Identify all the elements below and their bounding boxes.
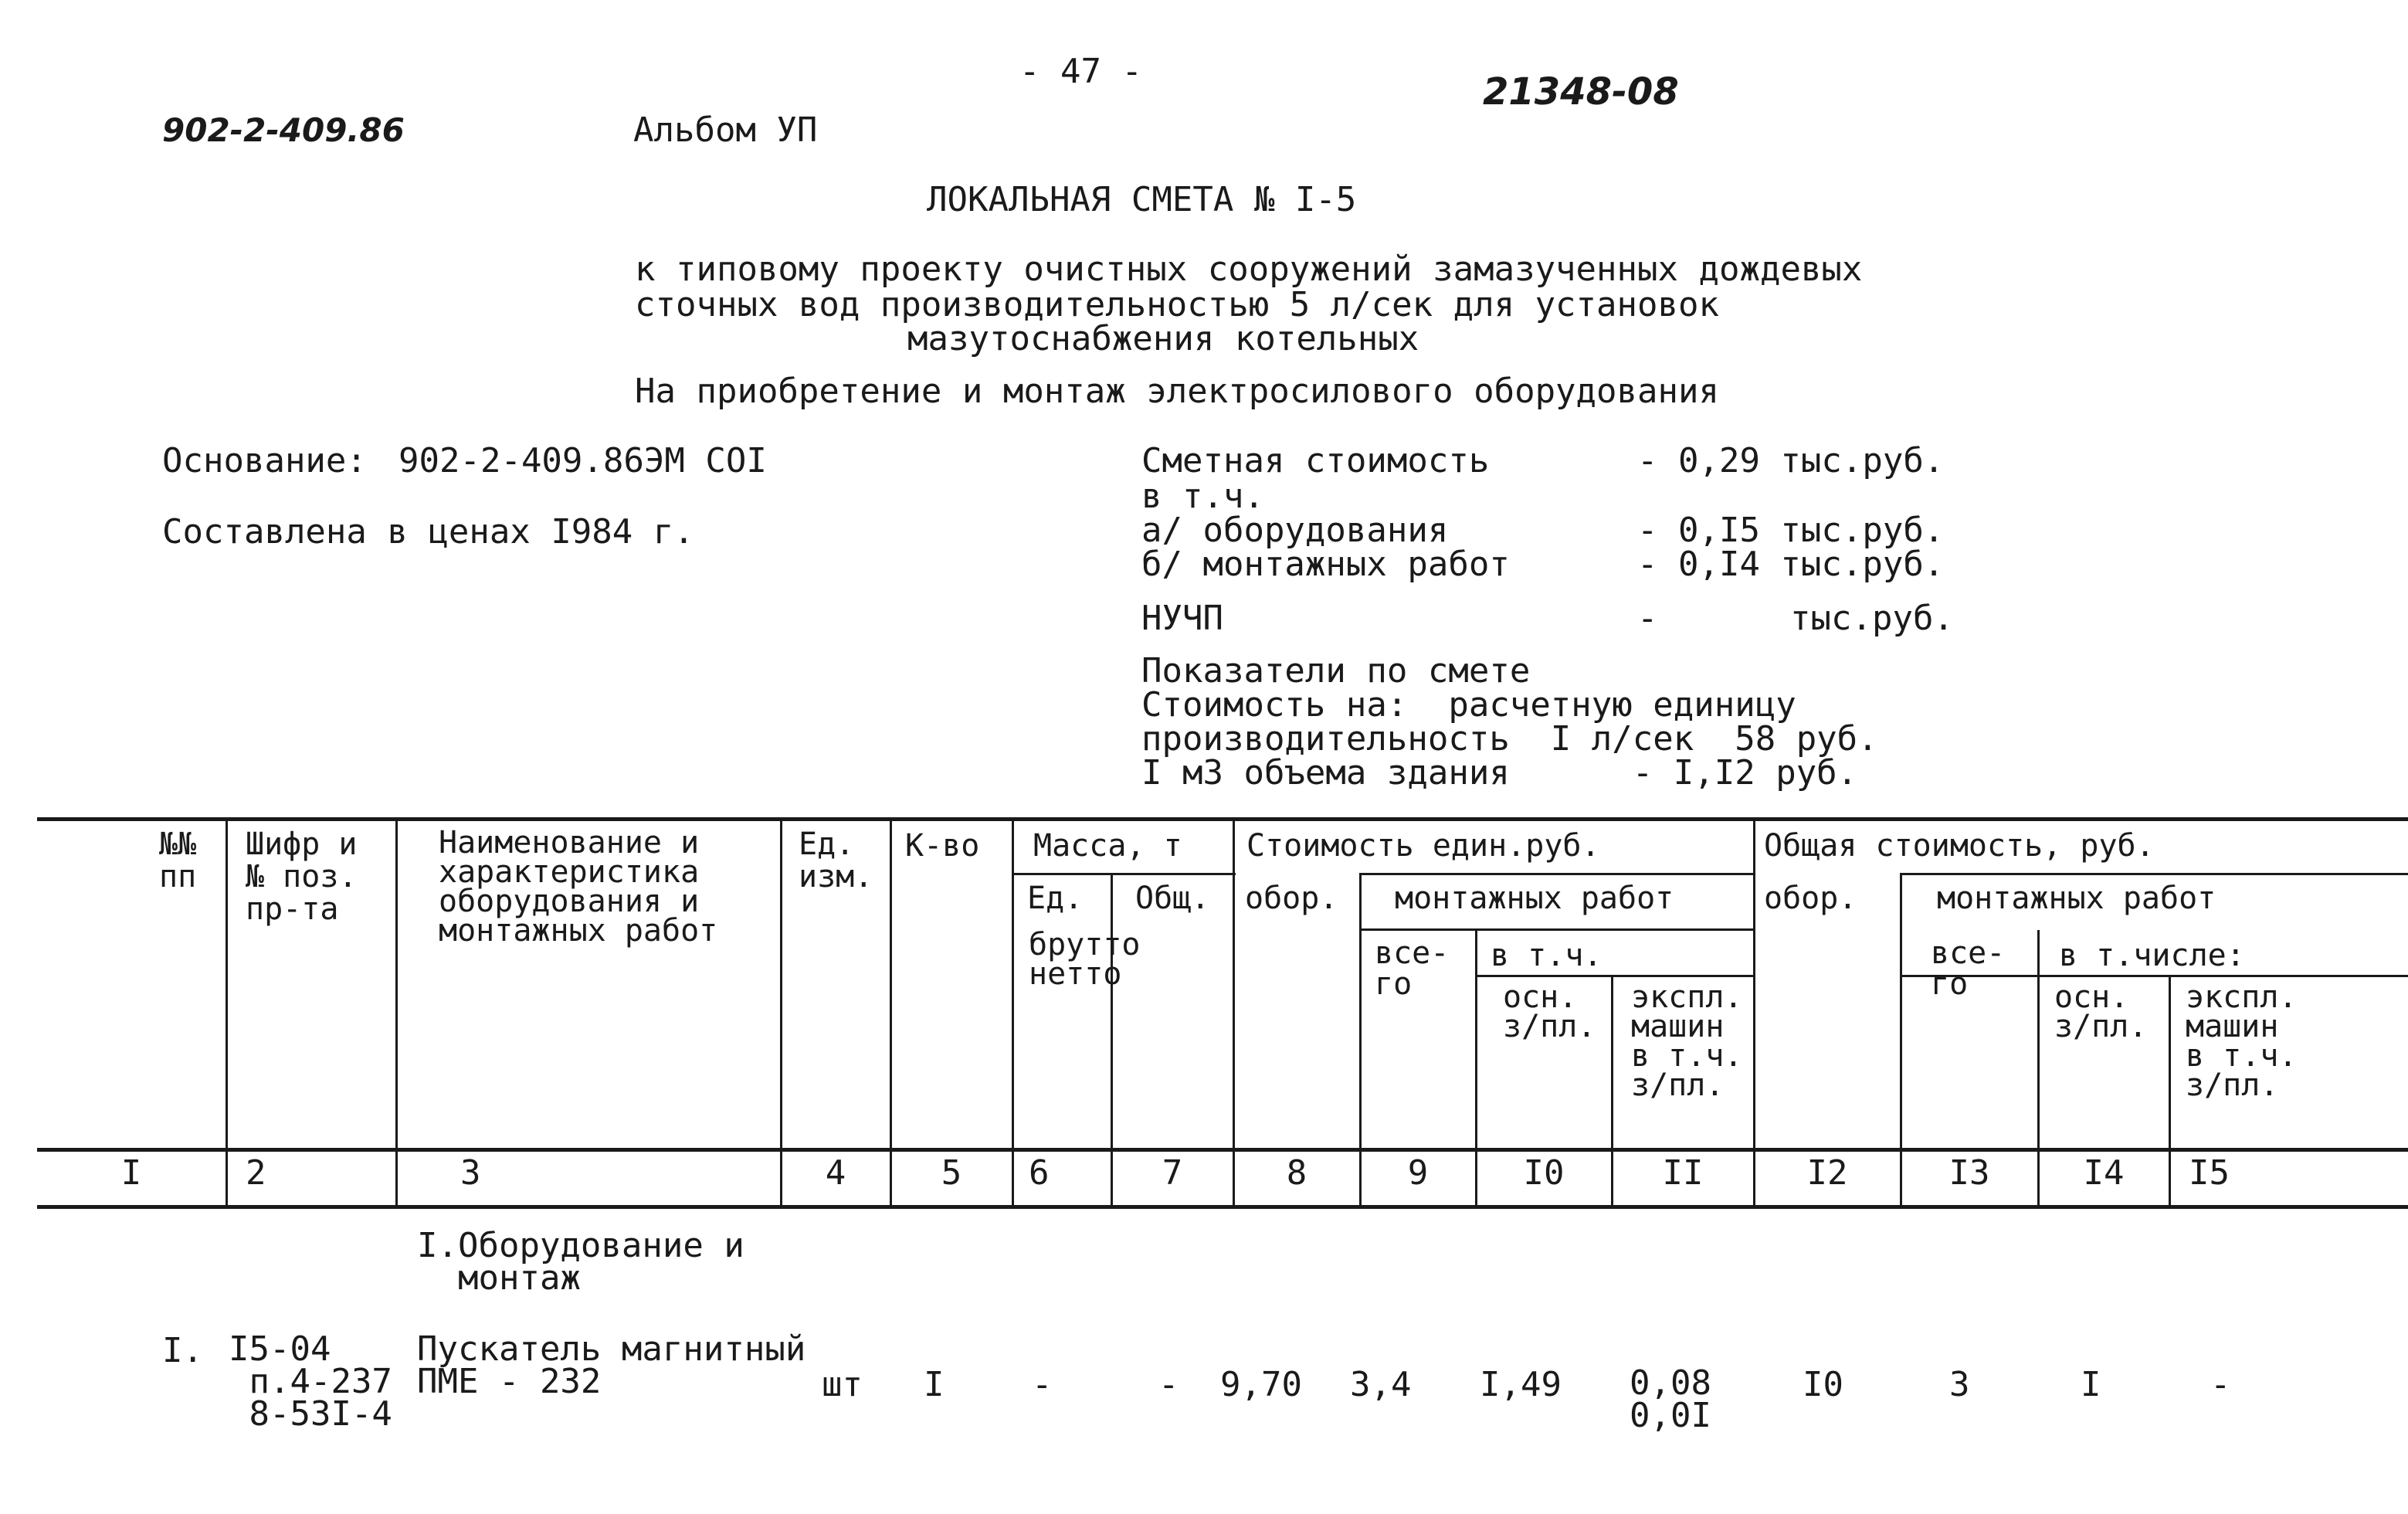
col-divider (1233, 819, 1235, 1207)
nuchp-label: НУЧП (1141, 599, 1223, 638)
header-bottom-rule (37, 1148, 2408, 1152)
column-number: 5 (941, 1153, 962, 1193)
row-quantity: I (924, 1365, 945, 1404)
col-divider (1475, 930, 1477, 1207)
indicators-title: Показатели по смете (1141, 651, 1531, 691)
column-number: I3 (1948, 1153, 1990, 1193)
column-number: 4 (825, 1153, 846, 1193)
total-cost-label: Сметная стоимость (1141, 441, 1490, 480)
header-mass-unit: Ед. (1027, 881, 1084, 916)
column-number: I (120, 1153, 142, 1193)
header-mass-note: брутто нетто (1029, 927, 1141, 992)
page-number: - 47 - (1019, 52, 1142, 91)
header-row-number: №№ пп (159, 827, 197, 894)
section-heading: I.Оборудование и монтаж (417, 1226, 744, 1298)
unit-incl-rule (1475, 975, 1753, 977)
indicators-line-2: производительность I л/сек 58 руб. (1141, 719, 1878, 759)
row-total-wage: I (2081, 1365, 2101, 1404)
unit-install-subrule (1359, 928, 1753, 931)
col-divider (1900, 874, 1902, 1207)
col-divider (2169, 976, 2171, 1207)
col-divider (226, 819, 228, 1207)
header-total-including: в т.числе: (2059, 938, 2245, 973)
installation-cost-value: - 0,I4 тыс.руб. (1637, 545, 1945, 584)
row-mass-unit: - (1032, 1365, 1053, 1404)
header-unit-cost: Стоимость един.руб. (1246, 828, 1600, 864)
row-total-total: 3 (1949, 1365, 1970, 1404)
col-divider (1111, 874, 1113, 1207)
row-unit-equipment: 9,70 (1220, 1365, 1302, 1404)
col-divider (1359, 874, 1362, 1207)
col-divider (2037, 930, 2040, 1207)
title-line-2: сточных вод производительностью 5 л/сек для установок (635, 285, 1719, 324)
col-divider (1012, 819, 1014, 1207)
total-cost-value: - 0,29 тыс.руб. (1637, 441, 1945, 480)
indicators-line-1: Стоимость на: расчетную единицу (1141, 685, 1796, 725)
unit-install-rule (1359, 873, 1753, 875)
row-unit-machine: 0,08 0,0I (1630, 1363, 1711, 1435)
header-mass: Масса, т (1033, 828, 1182, 864)
installation-cost-label: б/ монтажных работ (1141, 545, 1510, 584)
header-total-machine: экспл. машин в т.ч. з/пл. (2186, 979, 2298, 1103)
header-total-cost: Общая стоимость, руб. (1764, 828, 2155, 864)
row-number: I. (162, 1331, 203, 1370)
header-quantity: К-во (905, 828, 980, 864)
purpose-line: На приобретение и монтаж электросилового оборудования (635, 372, 1719, 411)
mass-header-rule (1012, 873, 1236, 875)
column-number: 7 (1162, 1153, 1183, 1193)
header-unit-machine: экспл. машин в т.ч. з/пл. (1631, 979, 1743, 1103)
row-unit: шт (822, 1365, 863, 1404)
nuchp-dash: - (1637, 599, 1658, 638)
row-unit-total: 3,4 (1350, 1365, 1412, 1404)
indicators-line-3: I м3 объема здания - I,I2 руб. (1141, 753, 1858, 793)
header-unit-equipment: обор. (1245, 881, 1338, 916)
column-number: 3 (460, 1153, 481, 1193)
header-unit-total: все- го (1375, 935, 1450, 1002)
nuchp-unit: тыс.руб. (1790, 599, 1954, 638)
header-code: Шифр и № поз. пр-та (246, 827, 358, 927)
row-total-machine: - (2210, 1365, 2231, 1404)
col-divider (780, 819, 782, 1207)
equipment-cost-label: а/ оборудования (1141, 511, 1449, 550)
header-unit: Ед. изм. (799, 827, 873, 894)
row-code: I5-04 п.4-237 8-53I-4 (229, 1329, 392, 1434)
price-year: Составлена в ценах I984 г. (162, 512, 694, 552)
colnum-bottom-rule (37, 1205, 2408, 1209)
table-top-rule (37, 817, 2408, 821)
row-unit-wage: I,49 (1480, 1365, 1562, 1404)
column-number: I0 (1523, 1153, 1565, 1193)
equipment-cost-value: - 0,I5 тыс.руб. (1637, 511, 1945, 550)
estimate-title: ЛОКАЛЬНАЯ СМЕТА № I-5 (927, 180, 1357, 219)
header-total-total: все- го (1931, 935, 2006, 1002)
row-name: Пускатель магнитный ПМЕ - 232 (417, 1329, 806, 1401)
title-line-3: мазутоснабжения котельных (907, 319, 1419, 358)
col-divider (1611, 976, 1613, 1207)
total-install-rule (1900, 873, 2408, 875)
header-unit-including: в т.ч. (1491, 938, 1603, 973)
column-number: 9 (1407, 1153, 1429, 1193)
header-mass-total: Общ. (1135, 881, 1210, 916)
header-total-installation: монтажных работ (1937, 881, 2216, 916)
column-number: I2 (1806, 1153, 1848, 1193)
album-label: Альбом УП (633, 110, 818, 150)
column-number: 6 (1029, 1153, 1050, 1193)
header-unit-wage: осн. з/пл. (1503, 979, 1596, 1044)
col-divider (1753, 819, 1755, 1207)
row-total-equipment: I0 (1803, 1365, 1843, 1404)
column-number: I4 (2083, 1153, 2125, 1193)
header-total-wage: осн. з/пл. (2054, 979, 2148, 1044)
including-label: в т.ч. (1141, 477, 1264, 516)
row-mass-total: - (1158, 1365, 1179, 1404)
col-divider (395, 819, 398, 1207)
col-divider (890, 819, 892, 1207)
header-name: Наименование и характеристика оборудования и монтажных работ (439, 825, 718, 949)
header-total-equipment: обор. (1764, 881, 1857, 916)
column-number: II (1662, 1153, 1704, 1193)
basis-label: Основание: (162, 441, 367, 480)
handwritten-stamp: 21348-08 (1483, 70, 1679, 114)
column-number: I5 (2189, 1153, 2230, 1193)
basis-value: 902-2-409.86ЭМ СОI (399, 441, 767, 480)
column-number: 2 (246, 1153, 266, 1193)
document-code: 902-2-409.86 (162, 111, 405, 149)
title-line-1: к типовому проекту очистных сооружений замазученных дождевых (635, 250, 1863, 289)
column-number: 8 (1286, 1153, 1307, 1193)
header-unit-installation: монтажных работ (1395, 881, 1674, 916)
